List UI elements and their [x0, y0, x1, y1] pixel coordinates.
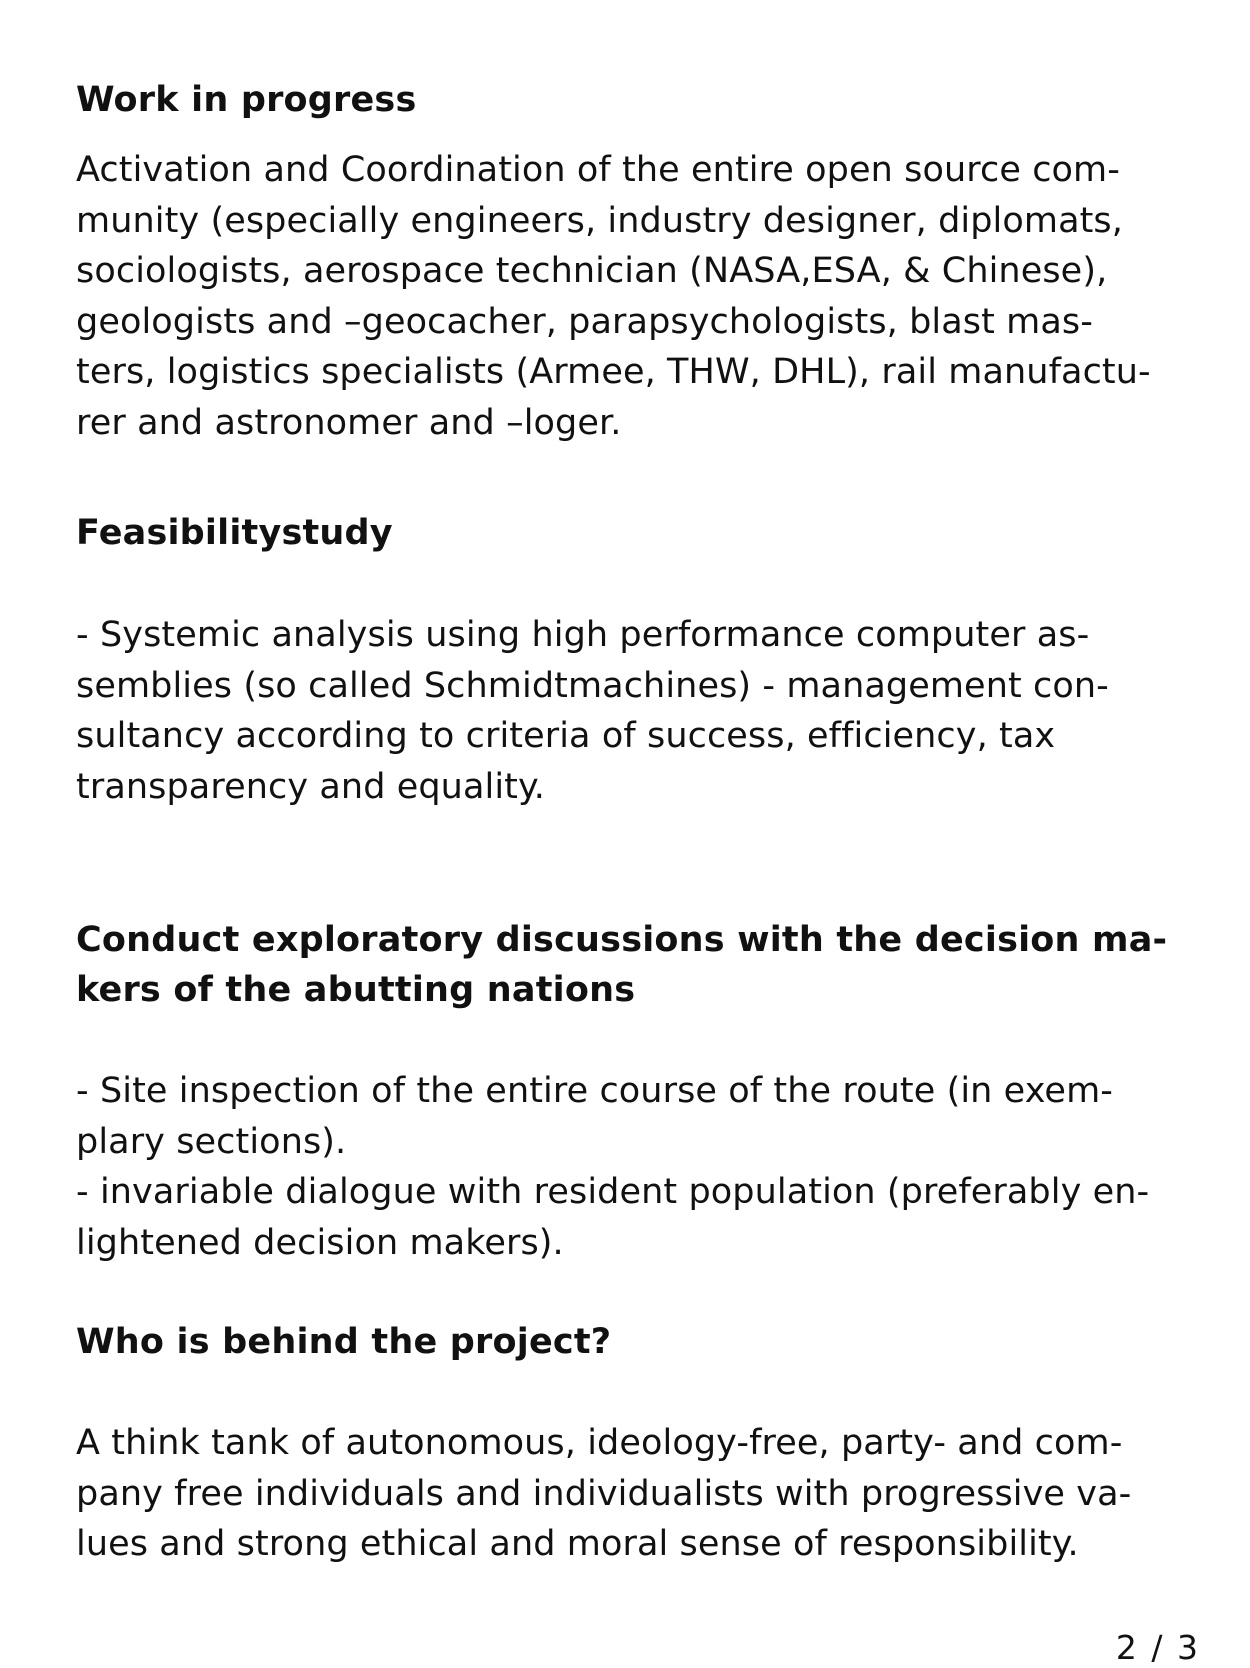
paragraph-exploratory-discussions	[76, 1066, 1149, 1268]
text-line: munity (especially engineers, industry designer, diplomats,	[76, 200, 1123, 241]
text-line: rer and astronomer and –loger.	[76, 402, 622, 443]
paragraph-feasibility-study	[76, 610, 1109, 812]
heading-exploratory-discussions	[76, 915, 1167, 1015]
text-line: transparency and equality.	[76, 766, 546, 807]
text-line: - Site inspection of the entire course of the route (in exem-	[76, 1071, 1113, 1111]
text-line: sociologists, aerospace technician (NASA,ESA, & Chinese),	[76, 251, 1108, 291]
paragraph-work-in-progress	[76, 145, 1151, 448]
heading-feasibility-study: Feasibilitystudy	[76, 513, 393, 553]
heading-who-is-behind: Who is behind the project?	[76, 1322, 612, 1362]
text-line: Activation and Coordination of the entire open source com-	[76, 150, 1120, 190]
text-line: - invariable dialogue with resident population (preferably en-	[76, 1172, 1150, 1212]
text-line: ters, logistics specialists (Armee, THW, DHL), rail manufactu-	[76, 352, 1151, 392]
text-line: semblies (so called Schmidtmachines) - management con-	[76, 665, 1109, 706]
text-line: - Systemic analysis using high performance computer as-	[76, 615, 1090, 655]
page-number: 2 / 3	[1115, 1628, 1200, 1667]
text-line: pany free individuals and individualists with progressive va-	[76, 1473, 1132, 1514]
text-line: A think tank of autonomous, ideology-free, party- and com-	[76, 1423, 1123, 1463]
text-line: lightened decision makers).	[76, 1222, 564, 1263]
text-line: lues and strong ethical and moral sense of responsibility.	[76, 1524, 1079, 1564]
heading-line: kers of the abutting nations	[76, 970, 636, 1010]
heading-work-in-progress: Work in progress	[76, 80, 417, 120]
text-line: plary sections).	[76, 1121, 347, 1162]
text-line: geologists and –geocacher, parapsychologists, blast mas-	[76, 301, 1093, 342]
paragraph-who-is-behind	[76, 1418, 1131, 1570]
heading-line: Conduct exploratory discussions with the decision ma-	[76, 920, 1168, 960]
text-line: sultancy according to criteria of success, efficiency, tax	[76, 716, 1056, 756]
